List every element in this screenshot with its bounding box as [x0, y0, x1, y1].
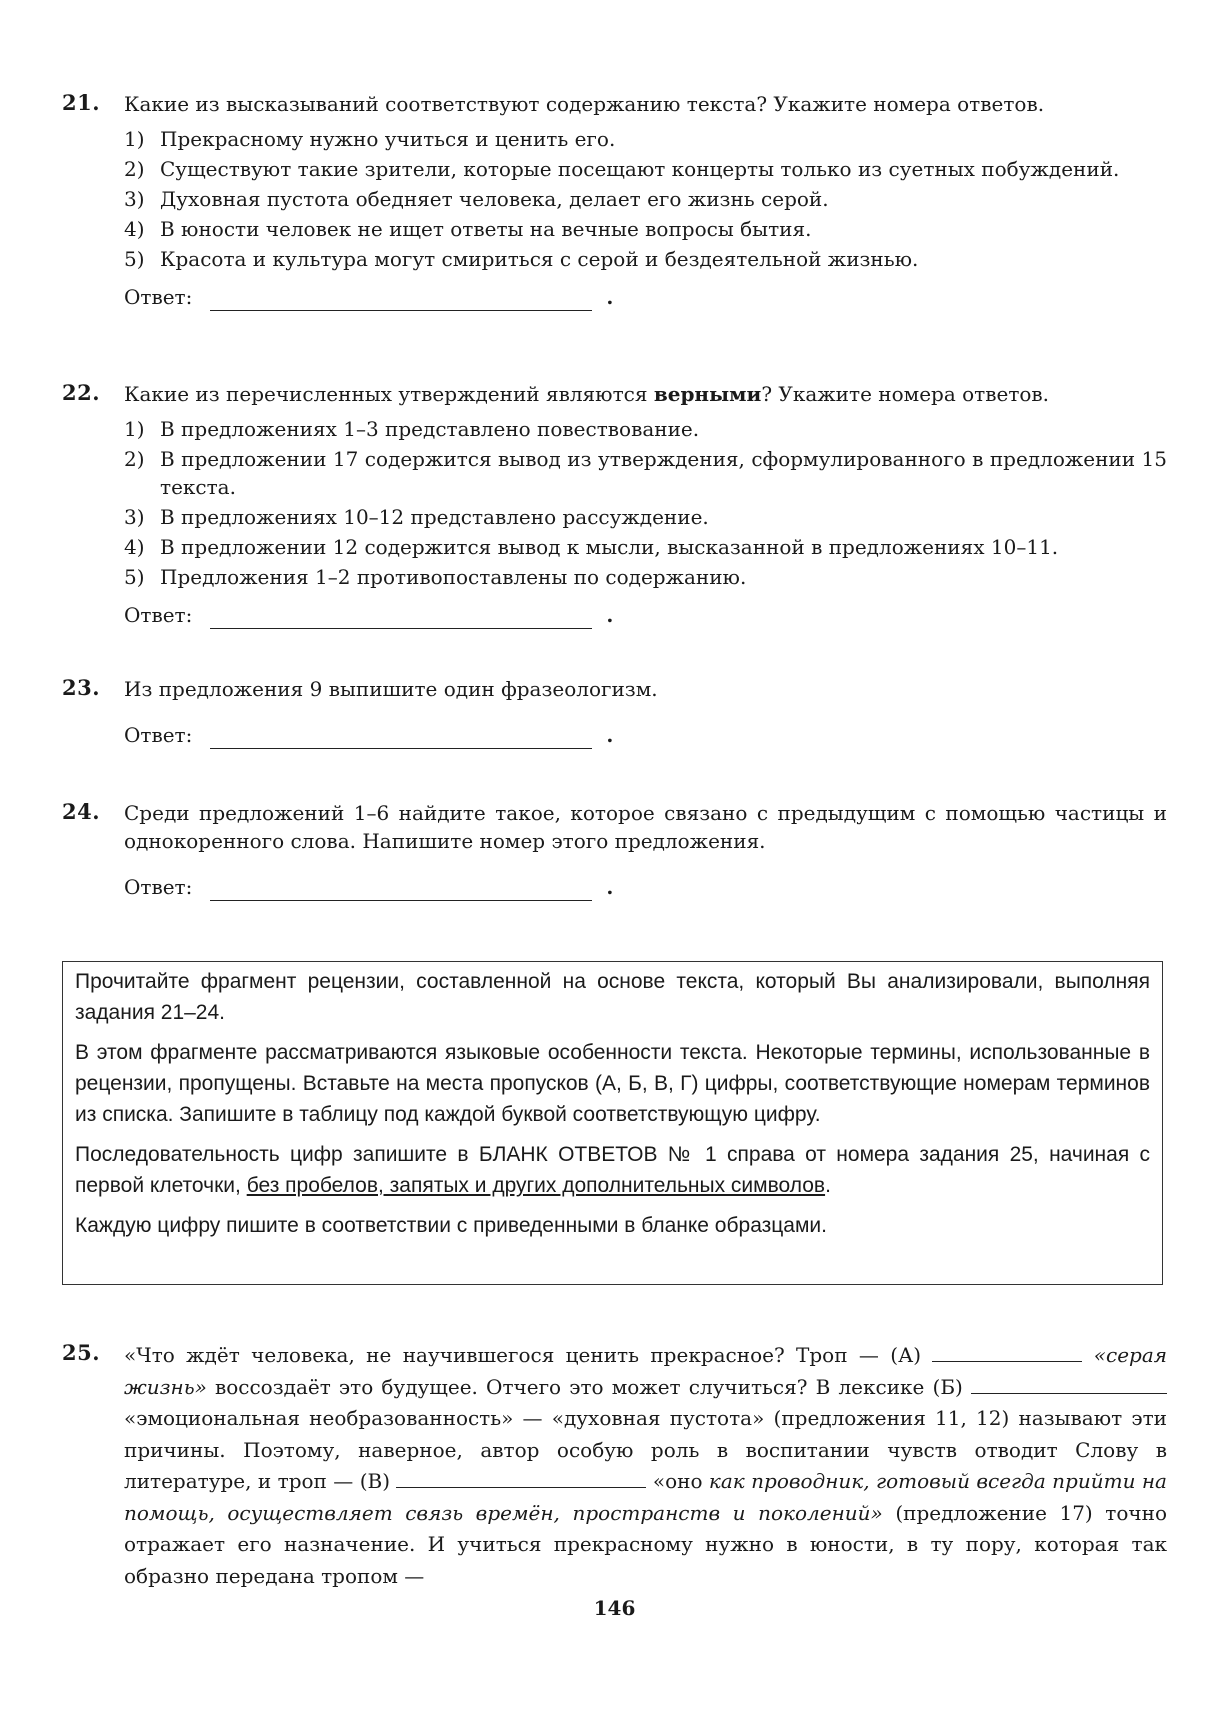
question-emphasis: верными: [653, 382, 762, 406]
option-item: [124, 215, 1167, 243]
answer-field[interactable]: [210, 606, 592, 629]
option-item: [124, 415, 1167, 443]
task-22: [62, 380, 1167, 629]
answer-row: [124, 601, 1167, 629]
task-question: Какие из высказываний соответствуют содержанию текста? Укажите номера ответов.: [124, 92, 1045, 116]
answer-row: [124, 721, 1167, 749]
review-segment: воссоздаёт это будущее. Отчего это может случиться? В лексике (Б): [206, 1374, 971, 1399]
task-question: Среди предложений 1–6 найдите такое, которое связано с предыдущим с помощью частицы и однокоренного слова. Напишите номер этого предложения.: [124, 801, 1167, 853]
answer-row: [124, 873, 1167, 901]
answer-label: Ответ:: [124, 875, 193, 899]
review-quote: «серая жизнь»: [124, 1343, 1168, 1399]
task-number: 21.: [62, 90, 101, 115]
option-text: В предложениях 10–12 представлено рассуждение.: [160, 505, 709, 529]
option-number: 3): [124, 187, 145, 211]
review-quote: как проводник, готовый всегда прийти на помощь, осуществляет связь времён, пространств и поколений»: [124, 1469, 1167, 1525]
option-text: В предложении 12 содержится вывод к мысли, высказанной в предложениях 10–11.: [160, 535, 1059, 559]
review-segment: «эмоциональная необразованность» — «духовная пустота» (предложения 11, 12) называют эти причины. Поэтому, наверное, автор особую роль в воспитании чувств отводит Слову в литературе, и троп — (В): [124, 1406, 1167, 1493]
option-text: В предложении 17 содержится вывод из утверждения, сформулированного в предложении 15 текста.: [160, 447, 1167, 499]
option-text: Предложения 1–2 противопоставлены по содержанию.: [160, 565, 747, 589]
task-21: [62, 90, 1167, 311]
task-number: 24.: [62, 799, 101, 824]
option-list: [124, 415, 1167, 591]
review-segment: «оно: [646, 1469, 709, 1493]
option-number: 4): [124, 535, 145, 559]
task-23: [62, 675, 1167, 749]
instructions-box: [62, 961, 1163, 1285]
task-25: [62, 1340, 1167, 1592]
option-item: [124, 503, 1167, 531]
task-number: 23.: [62, 675, 101, 700]
task-number: 22.: [62, 380, 101, 405]
answer-field[interactable]: [210, 878, 592, 901]
question-text: ? Укажите номера ответов.: [761, 382, 1050, 406]
option-text: В юности человек не ищет ответы на вечные вопросы бытия.: [160, 217, 812, 241]
answer-field[interactable]: [210, 726, 592, 749]
review-segment: (предложение 17) точно отражает его назначение. И учиться прекрасному нужно в юности, в ту пору, которая так образно передана тропом —: [124, 1500, 1167, 1588]
option-number: 4): [124, 217, 145, 241]
answer-label: Ответ:: [124, 285, 193, 309]
blank-b[interactable]: [971, 1375, 1167, 1394]
page-number: 146: [593, 1596, 636, 1620]
option-number: 1): [124, 417, 145, 441]
task-question: Из предложения 9 выпишите один фразеологизм.: [124, 677, 658, 701]
answer-period: .: [606, 875, 614, 899]
option-number: 2): [124, 447, 145, 471]
option-item: [124, 563, 1167, 591]
option-number: 5): [124, 247, 145, 271]
option-text: Красота и культура могут смириться с серой и бездеятельной жизнью.: [160, 247, 919, 271]
option-number: 3): [124, 505, 145, 529]
blank-v[interactable]: [396, 1469, 646, 1488]
review-text: [124, 1340, 1167, 1592]
task-question: [124, 380, 1167, 408]
answer-row: [124, 283, 1167, 311]
instruction-paragraph: В этом фрагменте рассматриваются языковые особенности текста. Некоторые термины, использованные в рецензии, пропущены. Вставьте на места пропусков (А, Б, В, Г) цифры, соответствующие номерам терминов из списка. Запишите в таблицу под каждой буквой соответствующую цифру.: [75, 1041, 1150, 1126]
option-item: [124, 155, 1167, 183]
task-number: 25.: [62, 1340, 101, 1365]
option-text: В предложениях 1–3 представлено повествование.: [160, 417, 700, 441]
option-item: [124, 445, 1167, 501]
instruction-text: .: [825, 1174, 831, 1197]
option-item: [124, 245, 1167, 273]
answer-label: Ответ:: [124, 723, 193, 747]
answer-field[interactable]: [210, 288, 592, 311]
instruction-underlined: без пробелов, запятых и других дополнительных символов: [246, 1174, 826, 1197]
answer-period: .: [606, 723, 614, 747]
instruction-paragraph: [75, 1139, 1150, 1201]
instruction-paragraph: Прочитайте фрагмент рецензии, составленной на основе текста, который Вы анализировали, выполняя задания 21–24.: [75, 970, 1150, 1024]
blank-a[interactable]: [932, 1343, 1082, 1362]
option-number: 2): [124, 157, 145, 181]
task-24: [62, 799, 1167, 901]
option-item: [124, 185, 1167, 213]
option-item: [124, 125, 1167, 153]
answer-period: .: [606, 285, 614, 309]
instruction-text: Последовательность цифр запишите в БЛАНК ОТВЕТОВ № 1 справа от номера задания 25, начиная с первой клеточки,: [75, 1143, 1150, 1197]
option-text: Прекрасному нужно учиться и ценить его.: [160, 127, 616, 151]
instruction-paragraph: Каждую цифру пишите в соответствии с приведенными в бланке образцами.: [75, 1214, 827, 1237]
review-segment: «Что ждёт человека, не научившегося ценить прекрасное? Троп — (А): [124, 1343, 933, 1367]
option-number: 5): [124, 565, 145, 589]
option-item: [124, 533, 1167, 561]
answer-label: Ответ:: [124, 603, 193, 627]
option-list: [124, 125, 1167, 273]
question-text: Какие из перечисленных утверждений являются: [124, 382, 654, 406]
answer-period: .: [606, 603, 614, 627]
option-text: Существуют такие зрители, которые посещают концерты только из суетных побуждений.: [160, 157, 1120, 181]
option-text: Духовная пустота обедняет человека, делает его жизнь серой.: [160, 187, 829, 211]
option-number: 1): [124, 127, 145, 151]
